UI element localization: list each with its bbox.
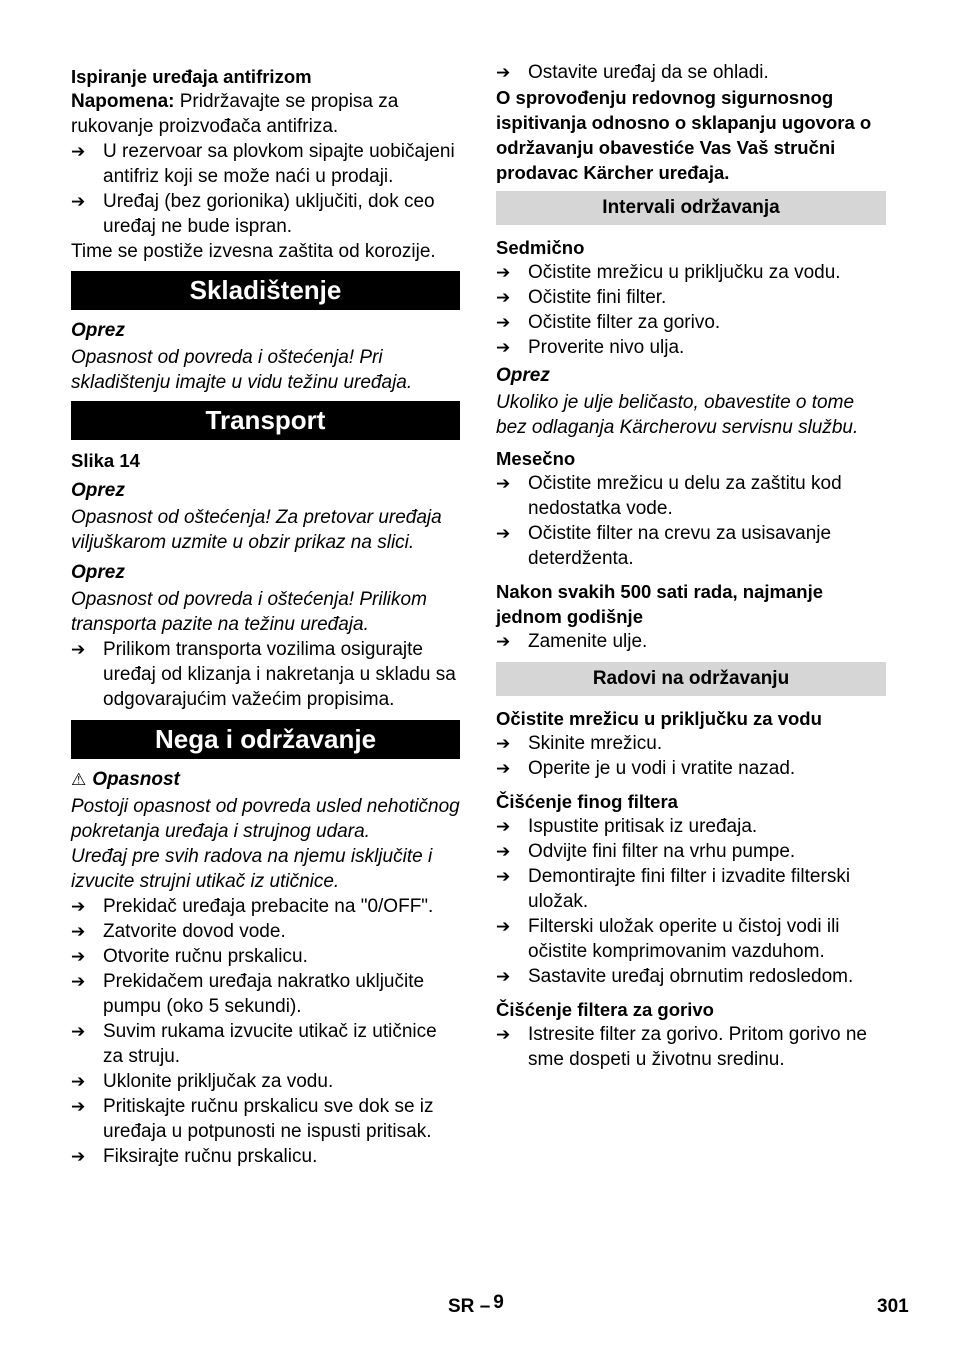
footer-dash: – [479,1296,491,1317]
list-item-text: Fiksirajte ručnu prskalicu. [103,1146,318,1167]
arrow-icon: ➔ [71,1072,86,1091]
oil-caution-text: Ukoliko je ulje beličasto, obavestite o tome bez odlaganja Kärcherovu servisnu službu. [496,392,859,438]
arrow-icon: ➔ [71,947,86,966]
arrow-icon: ➔ [496,288,511,307]
section-care-maintenance: Nega i održavanje [71,720,460,759]
list-item [496,285,886,310]
danger-text-1: Postoji opasnost od povreda usled nehotičnog pokretanja uređaja i strujnog udara. [71,796,460,842]
arrow-icon: ➔ [496,474,511,493]
arrow-icon: ➔ [496,338,511,357]
heading-clean-strainer: Očistite mrežicu u priključku za vodu [496,708,822,729]
arrow-icon: ➔ [71,897,86,916]
transport-caution2-label: Oprez [71,562,125,583]
list-item [496,756,886,781]
arrow-icon: ➔ [496,632,511,651]
list-item [71,894,460,919]
arrow-icon: ➔ [71,192,86,211]
heading-fuel-filter: Čišćenje filtera za gorivo [496,999,714,1020]
antifreeze-steps [71,139,460,239]
list-item-text: Odvijte fini filter na vrhu pumpe. [528,841,796,862]
list-item [71,1144,460,1169]
note-paragraph [71,89,460,139]
arrow-icon: ➔ [71,142,86,161]
arrow-icon: ➔ [496,917,511,936]
safety-inspection-note: O sprovođenju redovnog sigurnosnog ispitivanja odnosno o sklapanju ugovora o održavanju obavestiće Vas Vaš stručni prodavac Kärcher uređaja. [496,87,872,183]
footer-page-number: 301 [877,1296,909,1317]
figure-reference: Slika 14 [71,450,140,471]
heading-antifreeze: Ispiranje uređaja antifrizom [71,66,312,87]
heading-weekly: Sedmično [496,237,585,258]
list-item [71,1019,460,1069]
list-item-text: Filterski uložak operite u čistoj vodi ili očistite komprimovanim vazduhom. [528,916,840,962]
list-item-text: Prekidačem uređaja nakratko uključite pumpu (oko 5 sekundi). [103,971,425,1017]
list-item [496,814,886,839]
list-item [496,1022,886,1072]
list-item [496,310,886,335]
fine-filter-steps [496,814,886,989]
strainer-steps [496,731,886,781]
list-item [71,944,460,969]
section-transport: Transport [71,401,460,440]
antifreeze-result: Time se postiže izvesna zaštita od korozije. [71,241,436,262]
transport-step [71,637,460,712]
arrow-icon: ➔ [496,817,511,836]
list-item-text: Pritiskajte ručnu prskalicu sve dok se iz uređaja u potpunosti ne ispusti pritisak. [103,1096,434,1142]
arrow-icon: ➔ [496,759,511,778]
list-item [496,335,886,360]
list-item [496,964,886,989]
list-item [496,839,886,864]
list-item-text: Zatvorite dovod vode. [103,921,286,942]
list-item-text: Očistite fini filter. [528,287,667,308]
list-item [71,189,460,239]
arrow-icon: ➔ [496,1025,511,1044]
section-storage: Skladištenje [71,271,460,310]
storage-caution-text: Opasnost od povreda i oštećenja! Pri skladištenju imajte u vidu težinu uređaja. [71,347,413,393]
danger-heading [71,767,460,792]
weekly-steps [496,260,886,360]
list-item [71,1094,460,1144]
monthly-steps [496,471,886,571]
list-item-text: Suvim rukama izvucite utikač iz utičnice za struju. [103,1021,437,1067]
list-item-text: Demontirajte fini filter i izvadite filterski uložak. [528,866,851,912]
arrow-icon: ➔ [496,734,511,753]
list-item [496,864,886,914]
step-500h [496,629,886,654]
arrow-icon: ➔ [71,640,86,659]
list-item-text: Uređaj (bez gorionika) uključiti, dok ceo uređaj ne bude ispran. [103,191,435,237]
footer-section-label [448,1292,504,1318]
list-item [496,914,886,964]
transport-caution1-label: Oprez [71,480,125,501]
list-item [71,139,460,189]
arrow-icon: ➔ [496,313,511,332]
cool-step-text: Ostavite uređaj da se ohladi. [528,62,769,83]
list-item [496,260,886,285]
list-item-text: Operite je u vodi i vratite nazad. [528,758,796,779]
list-item [496,521,886,571]
list-item [71,1069,460,1094]
list-item-text: Skinite mrežicu. [528,733,663,754]
list-item-text: Otvorite ručnu prskalicu. [103,946,308,967]
arrow-icon: ➔ [496,63,511,82]
heading-500h: Nakon svakih 500 sati rada, najmanje jednom godišnje [496,581,823,627]
danger-label: Opasnost [92,769,180,790]
list-item-text: Sastavite uređaj obrnutim redosledom. [528,966,854,987]
arrow-icon: ➔ [71,1147,86,1166]
warning-triangle-icon: ⚠ [71,770,87,789]
list-item-text: Istresite filter za gorivo. Pritom gorivo ne sme dospeti u životnu sredinu. [528,1024,867,1070]
step-500h-text: Zamenite ulje. [528,631,648,652]
heading-monthly: Mesečno [496,448,576,469]
note-label: Napomena: [71,91,175,112]
list-item [496,471,886,521]
heading-fine-filter: Čišćenje finog filtera [496,791,678,812]
list-item-text: Proverite nivo ulja. [528,337,685,358]
danger-text-2: Uređaj pre svih radova na njemu isključite i izvucite strujni utikač iz utičnice. [71,846,433,892]
note-text: Pridržavajte se propisa za rukovanje proizvođača antifriza. [71,91,399,137]
arrow-icon: ➔ [496,842,511,861]
transport-caution1-text: Opasnost od oštećenja! Za pretovar uređaja viljuškarom uzmite u obzir prikaz na slici. [71,507,442,553]
cool-step [496,60,886,85]
list-item-text: Očistite filter na crevu za usisavanje deterdženta. [528,523,832,569]
arrow-icon: ➔ [496,524,511,543]
arrow-icon: ➔ [71,1097,86,1116]
list-item-text: Očistite mrežicu u delu za zaštitu kod nedostatka vode. [528,473,842,519]
list-item [71,969,460,1019]
subsection-intervals: Intervali održavanja [496,191,886,225]
list-item-text: Očistite mrežicu u priključku za vodu. [528,262,841,283]
list-item-text: U rezervoar sa plovkom sipajte uobičajeni antifriz koji se može naći u prodaji. [103,141,455,187]
left-column [71,60,460,1169]
arrow-icon: ➔ [71,1022,86,1041]
fuel-filter-steps [496,1022,886,1072]
list-item-text: Prekidač uređaja prebacite na "0/OFF". [103,896,434,917]
arrow-icon: ➔ [71,922,86,941]
care-steps [71,894,460,1169]
footer-section-page: 9 [493,1292,504,1313]
footer-lang: SR [448,1296,475,1317]
transport-step-text: Prilikom transporta vozilima osigurajte uređaj od klizanja i nakretanja u skladu sa odgovarajućim važećim propisima. [103,639,456,710]
list-item-text: Uklonite priključak za vodu. [103,1071,334,1092]
list-item [496,731,886,756]
subsection-maintenance-work: Radovi na održavanju [496,662,886,696]
right-column [496,60,886,1072]
arrow-icon: ➔ [496,867,511,886]
oil-caution-label: Oprez [496,365,550,386]
arrow-icon: ➔ [496,967,511,986]
storage-caution-label: Oprez [71,320,125,341]
transport-caution2-text: Opasnost od povreda i oštećenja! Prilikom transporta pazite na težinu uređaja. [71,589,427,635]
list-item-text: Ispustite pritisak iz uređaja. [528,816,758,837]
list-item-text: Očistite filter za gorivo. [528,312,721,333]
arrow-icon: ➔ [71,972,86,991]
list-item [71,919,460,944]
arrow-icon: ➔ [496,263,511,282]
